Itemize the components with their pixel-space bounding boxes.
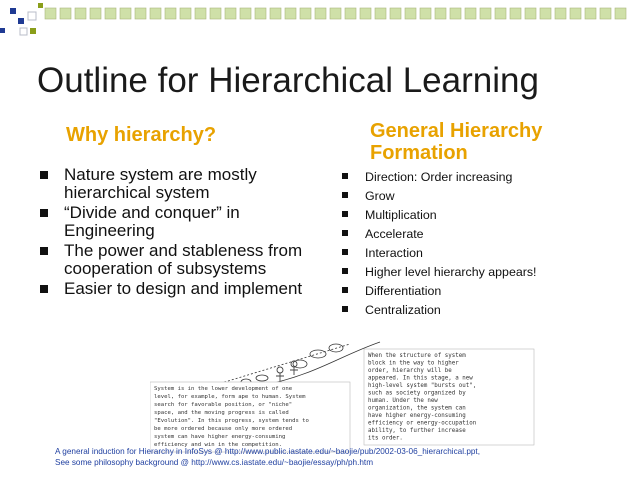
left-note-line: System is in the lower development of one xyxy=(154,386,293,392)
bullet-square-icon xyxy=(342,268,348,274)
footer-philosophy-link[interactable]: See some philosophy background @ http://www.cs.iastate.edu/~baojie/essay/ph/ph.htm xyxy=(55,458,374,467)
list-item: The power and stableness from cooperation of subsystems xyxy=(36,242,326,278)
bullet-square-icon xyxy=(342,192,348,198)
bullet-square-icon xyxy=(342,211,348,217)
bullet-square-icon xyxy=(342,249,348,255)
bullet-square-icon xyxy=(40,209,48,217)
right-note-line: appeared. In this stage, a new xyxy=(368,375,473,382)
left-note-line: space, and the moving progress is called xyxy=(154,410,289,416)
list-item: Interaction xyxy=(338,246,628,260)
right-note-line: its order. xyxy=(368,435,403,442)
list-item: Higher level hierarchy appears! xyxy=(338,265,628,279)
list-item: Multiplication xyxy=(338,208,628,222)
right-note-line: such as society organized by xyxy=(368,390,466,397)
left-note-line: search for favorable position, or "niche" xyxy=(154,402,293,408)
figure-icons xyxy=(276,361,298,381)
bullet-square-icon xyxy=(40,247,48,255)
hierarchy-formation-list xyxy=(338,170,628,322)
left-note-line: "Evolution". In this progress, system tends to xyxy=(154,418,309,424)
list-item: Easier to design and implement xyxy=(36,280,326,298)
left-column-heading: Why hierarchy? xyxy=(66,124,217,146)
bullet-square-icon xyxy=(342,287,348,293)
top-decoration xyxy=(0,0,638,48)
hierarchy-evolution-diagram xyxy=(150,336,535,456)
right-note-line: have higher energy-consuming xyxy=(368,413,466,419)
bullet-square-icon xyxy=(342,306,348,312)
bullet-square-icon xyxy=(342,230,348,236)
right-note-line: When the structure of system xyxy=(368,353,466,359)
list-item: Direction: Order increasing xyxy=(338,170,628,184)
right-note-line: organization, the system can xyxy=(368,405,466,412)
left-note-line: efficiency and win in the competition. xyxy=(154,442,282,448)
bullet-square-icon xyxy=(40,171,48,179)
footer-reference-link[interactable]: A general induction for Hierarchy in InfoSys @ http://www.public.iastate.edu/~baojie/pub/2002-03-06_hierarchical.ppt, xyxy=(55,447,480,456)
right-note-line: efficiency or energy-occupation xyxy=(368,420,477,427)
list-item: Differentiation xyxy=(338,284,628,298)
right-note-line: ability, to further increase xyxy=(368,428,466,434)
right-note-line: human. Under the new xyxy=(368,398,438,404)
right-note-line: high-level system "bursts out", xyxy=(368,383,477,389)
list-item: “Divide and conquer” in Engineering xyxy=(36,204,326,240)
list-item: Grow xyxy=(338,189,628,203)
list-item: Accelerate xyxy=(338,227,628,241)
right-note-line: block in the way to higher xyxy=(368,360,459,367)
left-note-line: level, for example, form ape to human. System xyxy=(154,394,306,400)
left-note-line: system can have higher energy-consuming xyxy=(154,434,286,440)
left-note-line: be more ordered because only more ordered xyxy=(154,426,293,432)
list-item: Centralization xyxy=(338,303,628,317)
right-note-line: order, hierarchy will be xyxy=(368,368,452,374)
list-item: Nature system are mostly hierarchical system xyxy=(36,166,326,202)
bullet-square-icon xyxy=(342,173,348,179)
why-hierarchy-list xyxy=(36,166,326,300)
slide-title: Outline for Hierarchical Learning xyxy=(37,61,539,100)
bullet-square-icon xyxy=(40,285,48,293)
slide-footer xyxy=(55,446,595,468)
right-column-heading: General Hierarchy Formation xyxy=(370,120,543,164)
